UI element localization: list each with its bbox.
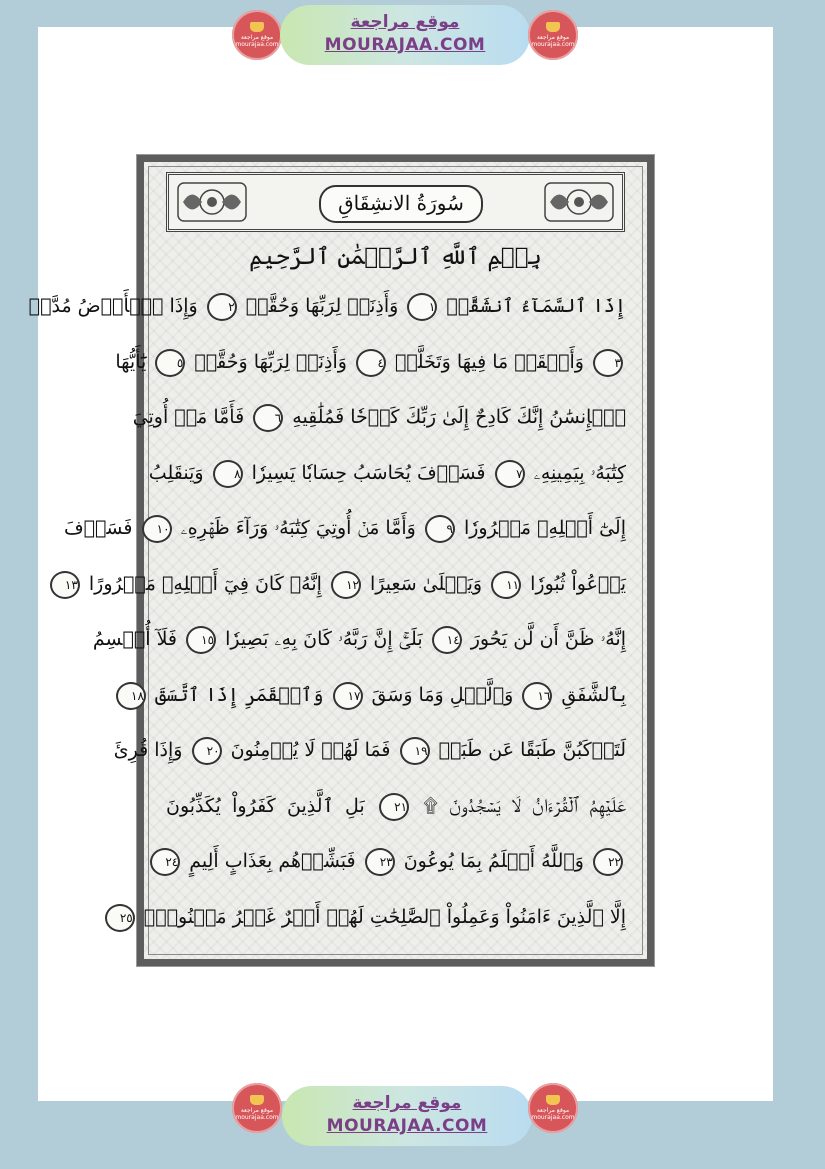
ayah-number-marker: ١١	[491, 571, 521, 599]
ayah-text: وَأَذِنَتۡ لِرَبِّهَا وَحُقَّتۡ	[194, 350, 347, 373]
ayah-text: فَسَوۡفَ	[63, 517, 133, 539]
ayah-number-marker: ١٠	[142, 515, 172, 543]
site-banner[interactable]	[282, 1086, 532, 1146]
ayah-text: بَلَىٰٓۚ إِنَّ رَبَّهُۥ كَانَ بِهِۦ بَصِيرٗا	[225, 628, 423, 650]
site-url[interactable]: MOURAJAA.COM	[326, 1116, 488, 1136]
surah-header	[166, 172, 625, 232]
ayah-number-marker: ١	[407, 293, 437, 321]
ayah-text: كِتَٰبَهُۥ بِيَمِينِهِۦ	[533, 461, 626, 484]
ayah-text: إِلَىٰٓ أَهۡلِهِۦ مَسۡرُورٗا	[463, 517, 626, 539]
ayah-line	[115, 342, 626, 382]
ayah-text: عَلَيۡهِمُ ٱلۡقُرۡءَانُ لَا يَسۡجُدُونَۤ ۩	[423, 794, 626, 817]
ayah-text: ٱلۡإِنسَٰنُ إِنَّكَ كَادِحٌ إِلَىٰ رَبِّكَ كَدۡحٗا فَمُلَٰقِيهِ	[292, 406, 626, 428]
ayah-number-marker: ٢٢	[593, 848, 623, 876]
ayah-text: وَٱلَّيۡلِ وَمَا وَسَقَ	[371, 683, 514, 706]
ayah-text: بِٱلشَّفَقِ	[561, 683, 626, 706]
ayah-number-marker: ١٩	[400, 737, 430, 765]
ayah-line	[132, 397, 626, 437]
ayah-line	[131, 675, 626, 715]
ayah-line	[28, 286, 626, 326]
ayah-text: وَيَصۡلَىٰ سَعِيرًا	[370, 572, 483, 595]
ayah-line	[166, 841, 626, 881]
ayah-text: وَإِذَا ٱلۡأَرۡضُ مُدَّتۡ	[28, 295, 198, 317]
ayah-line	[166, 786, 626, 826]
ayah-text: يَدۡعُواْ ثُبُورٗا	[530, 572, 626, 595]
ayah-number-marker: ١٥	[186, 626, 216, 654]
ornament-icon	[544, 182, 614, 222]
site-banner[interactable]	[280, 5, 530, 65]
ayah-text: وَٱلۡقَمَرِ إِذَا ٱتَّسَقَ	[154, 683, 324, 706]
ayah-text: بَلِ ٱلَّذِينَ كَفَرُواْ يُكَذِّبُونَ	[166, 794, 365, 817]
ayah-number-marker: ٧	[495, 460, 525, 488]
ayah-text: وَيَنقَلِبُ	[148, 461, 204, 484]
ayah-number-marker: ١٧	[333, 682, 363, 710]
ayah-number-marker: ١٣	[50, 571, 80, 599]
ornament-icon	[177, 182, 247, 222]
ayah-text: وَأَمَّا مَنۡ أُوتِيَ كِتَٰبَهُۥ وَرَآءَ ظَهۡرِهِۦ	[180, 517, 416, 539]
ayah-number-marker: ٢٣	[365, 848, 395, 876]
ayah-text: يَٰٓأَيُّهَا	[115, 350, 147, 373]
quran-page	[28, 155, 654, 966]
ayah-number-marker: ٥	[155, 349, 185, 377]
ayah-number-marker: ٢٤	[150, 848, 180, 876]
ayah-number-marker: ٢٥	[105, 904, 135, 932]
ayah-text: وَإِذَا قُرِئَ	[113, 739, 183, 761]
ayah-text: لَتَرۡكَبُنَّ طَبَقًا عَن طَبَقٖ	[438, 739, 626, 761]
ayah-text: إِنَّهُۥ كَانَ فِيٓ أَهۡلِهِۦ مَسۡرُورًا	[88, 572, 322, 595]
ayah-line	[92, 619, 626, 659]
ayah-number-marker: ٢	[207, 293, 237, 321]
ayah-line	[63, 508, 626, 548]
ayah-number-marker: ١٤	[432, 626, 462, 654]
site-url[interactable]: MOURAJAA.COM	[324, 35, 486, 55]
ayah-number-marker: ١٦	[522, 682, 552, 710]
ayah-text: إِلَّا ٱلَّذِينَ ءَامَنُواْ وَعَمِلُواْ ٱلصَّٰلِحَٰتِ لَهُمۡ أَجۡرٌ غَيۡرُ مَمۡنُونِۭ	[143, 905, 626, 928]
ayah-line	[64, 564, 626, 604]
ayah-line	[119, 897, 626, 937]
ayah-text: وَٱللَّهُ أَعۡلَمُ بِمَا يُوعُونَ	[403, 850, 584, 872]
ayah-line	[113, 730, 626, 770]
ayah-number-marker: ٢٠	[192, 737, 222, 765]
ayah-number-marker: ٦	[253, 404, 283, 432]
mourajaa-logo: موقع مراجعة mourajaa.com	[232, 1083, 282, 1133]
mourajaa-logo: موقع مراجعة mourajaa.com	[232, 10, 282, 60]
ayah-text: فَمَا لَهُمۡ لَا يُؤۡمِنُونَ	[230, 739, 391, 761]
ayah-text: وَأَذِنَتۡ لِرَبِّهَا وَحُقَّتۡ	[245, 295, 399, 317]
ayah-number-marker: ٤	[356, 349, 386, 377]
mourajaa-logo: موقع مراجعة mourajaa.com	[528, 1083, 578, 1133]
ayah-number-marker: ٨	[213, 460, 243, 488]
surah-title: سُورَةُ الانشِقَاقِ	[319, 185, 483, 223]
ayah-text: وَأَلۡقَتۡ مَا فِيهَا وَتَخَلَّتۡ	[395, 350, 584, 373]
ayah-text: فَبَشِّرۡهُم بِعَذَابٍ أَلِيمٍ	[189, 850, 356, 872]
mourajaa-logo: موقع مراجعة mourajaa.com	[528, 10, 578, 60]
ayah-number-marker: ٣	[593, 349, 623, 377]
ayah-number-marker: ١٢	[331, 571, 361, 599]
ayah-text: إِذَا ٱلسَّمَآءُ ٱنشَقَّتۡ	[446, 295, 626, 317]
ayah-text: فَلَآ أُقۡسِمُ	[92, 628, 178, 650]
ayah-text: إِنَّهُۥ ظَنَّ أَن لَّن يَحُورَ	[470, 628, 626, 650]
basmala: بِسۡمِ ٱللَّهِ ٱلرَّحۡمَٰنِ ٱلرَّحِيمِ	[249, 244, 542, 270]
page-frame	[148, 166, 643, 955]
ayah-number-marker: ١٨	[116, 682, 146, 710]
site-name-arabic[interactable]: موقع مراجعة	[352, 1093, 462, 1113]
ayah-number-marker: ٩	[425, 515, 455, 543]
ayah-number-marker: ٢١	[379, 793, 409, 821]
ayah-text: فَسَوۡفَ يُحَاسَبُ حِسَابٗا يَسِيرٗا	[251, 461, 486, 484]
ayah-line	[148, 453, 626, 493]
ayah-text: فَأَمَّا مَنۡ أُوتِيَ	[132, 406, 245, 428]
site-name-arabic[interactable]: موقع مراجعة	[350, 12, 460, 32]
